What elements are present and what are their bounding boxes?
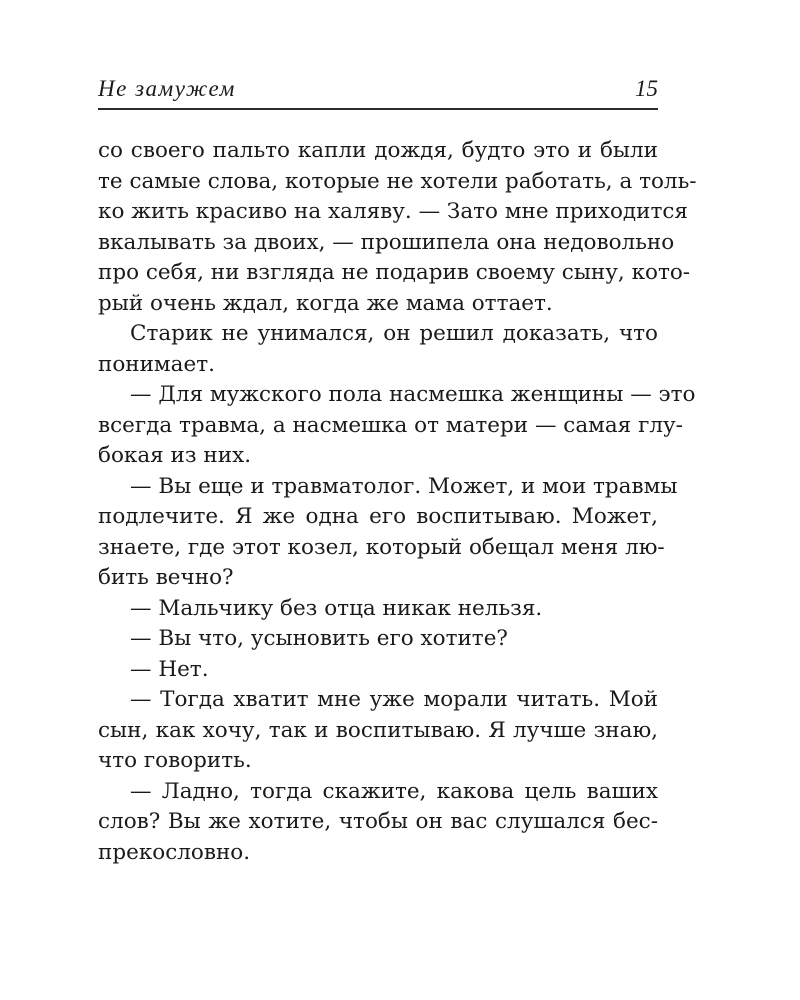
text-line: со своего пальто капли дождя, будто это и были [98, 138, 658, 163]
text-line: — Ладно, тогда скажите, какова цель ваших [130, 778, 658, 804]
text-line: те самые слова, которые не хотели работать, а толь- [98, 168, 697, 194]
text-line: бить вечно? [98, 565, 234, 590]
body-text [98, 136, 697, 868]
text-line: прекословно. [98, 839, 251, 865]
text-line: понимает. [98, 351, 215, 377]
text-line: ко жить красиво на халяву. — Зато мне приходится [98, 199, 688, 224]
running-title: Не замужем [98, 76, 236, 101]
text-line: всегда травма, а насмешка от матери — самая глу- [98, 412, 683, 438]
text-line: — Мальчику без отца никак нельзя. [130, 595, 543, 621]
text-line: вкалывать за двоих, — прошипела она недовольно [98, 229, 675, 255]
text-line: — Вы еще и травматолог. Может, и мои травмы [130, 473, 678, 499]
text-line: знаете, где этот козел, который обещал меня лю- [98, 534, 665, 560]
text-line: слов? Вы же хотите, чтобы он вас слушался бес- [98, 809, 658, 834]
text-line: бокая из них. [98, 443, 252, 468]
text-line: сын, как хочу, так и воспитываю. Я лучше знаю, [98, 717, 658, 743]
text-line: что говорить. [98, 748, 252, 773]
page-header [98, 72, 658, 110]
text-line: — Нет. [130, 656, 209, 682]
text-line: — Тогда хватит мне уже морали читать. Мой [130, 687, 658, 712]
text-line: — Вы что, усыновить его хотите? [130, 626, 508, 651]
text-line: рый очень ждал, когда же мама оттает. [98, 290, 553, 316]
text-line: Старик не унимался, он решил доказать, что [130, 321, 658, 346]
text-line: — Для мужского пола насмешка женщины — это [130, 382, 696, 407]
text-line: подлечите. Я же одна его воспитываю. Может, [98, 504, 658, 529]
text-line: про себя, ни взгляда не подарив своему сыну, кото- [98, 260, 691, 285]
page-number: 15 [635, 76, 658, 101]
